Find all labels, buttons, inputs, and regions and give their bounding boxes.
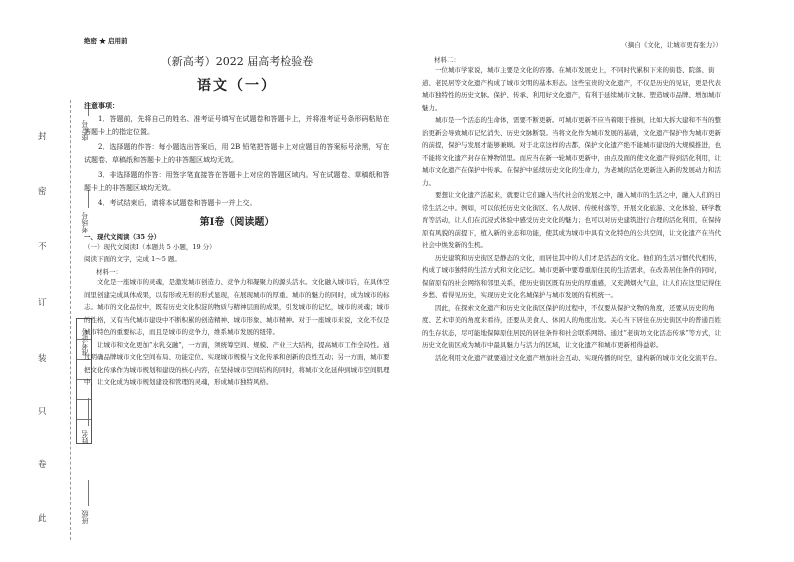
class-line bbox=[88, 480, 89, 506]
binding-word: 装 bbox=[38, 354, 47, 364]
exam-room-field: 考场号 bbox=[81, 212, 89, 233]
name-field: 姓名 bbox=[81, 430, 89, 444]
notice-item: 2．选择题的作答：每小题选出答案后，用 2B 铅笔把答题卡上对应题目的答案标号涂黑，写在试题卷、草稿纸和答题卡上的非答题区域均无效。 bbox=[84, 143, 390, 164]
notice-item: 1．答题前，先将自己的姓名、准考证号填写在试题卷和答题卡上，并将准考证号条形码粘贴在答题卡上的指定位置。 bbox=[84, 115, 390, 136]
secret-label: 绝密 ★ 启用前 bbox=[84, 37, 128, 45]
admission-number-field: 准考证号 bbox=[81, 328, 89, 356]
binding-word: 只 bbox=[38, 407, 47, 417]
material1-paragraph: 让城市和文化更加“水乳交融”，一方面，须统筹空间、规模、产业三大结构，提高城市工作全局性。通过明确品牌城市文化空间布局、功能定位、实现城市规模与文化传承和创新的良性互动；另一方面，城市要把文化传承作为城市规划和建设的核心内容，在坚持城市空间结构的同时，将城市文化延伸到城市空间肌理中，让文化成为城市规划建设和管理的灵魂，形成城市独特风格。 bbox=[84, 340, 390, 386]
exam-title: （新高考）2022 届高考检验卷 bbox=[160, 55, 314, 68]
binding-word: 密 bbox=[38, 187, 47, 197]
citation: （摘自《文化，让城市更有张力》） bbox=[621, 41, 722, 49]
material2-label: 材料二： bbox=[434, 56, 460, 64]
binding-dashed-line bbox=[70, 100, 71, 540]
class-field: 班级 bbox=[81, 510, 89, 524]
sub-title: （一）现代文阅读Ⅰ（本题共 5 小题，19 分） bbox=[84, 243, 216, 251]
material1-paragraph: 文化是一座城市的灵魂，是激发城市创造力、竞争力和凝聚力的源头活水。文化融入城市后，在具体空间里创建完成具体成果，以有形或无形的形式显现，在展现城市的厚重、城市的魅力的同时，成为城市的标志。城市的文化品位中，既有历史文化积淀的物质与精神层面的成果，引发城市的记忆，城市的灵魂；城市的性格，又有当代城市建设中不断积累的创造精神、城市形象、城市精神。对于一座城市来说，文化不仅是城市特色的重要标志，而且是城市的竞争力，维系城市发展的纽带。 bbox=[84, 278, 390, 336]
part-title: 一、现代文阅读（35 分） bbox=[84, 233, 161, 241]
notice-item: 3．非选择题的作答：用签字笔直接答在答题卡上对应的答题区域内。写在试题卷、草稿纸和答题卡上的非答题区域均无效。 bbox=[84, 171, 390, 192]
volume-title: 第Ⅰ卷（阅读题） bbox=[199, 217, 275, 228]
material2-paragraph: 一位城市学家说，城市主要是文化的容器。在城市发展史上，不同时代累积下来的街巷、院落、街道、老民居等文化遗产构成了城市文明的基本形态。这些宝贵的文化遗产，不仅是历史的见证，更是代表城市独特性的历史文脉。保护、传承、利用好文化遗产，有利于延续城市文脉、塑造城市品牌、增加城市魅力。 bbox=[422, 66, 721, 112]
name-line bbox=[88, 398, 89, 426]
binding-strip bbox=[28, 100, 88, 540]
material1-label: 材料一： bbox=[96, 268, 122, 276]
left-column bbox=[84, 36, 390, 389]
material2-paragraph: 要想让文化遗产活起来，就要让它们融入当代社会的发展之中，融入城市的生活之中，融入人们的日常生活之中。例如，可以依托历史文化街区、名人故居、传统村落等，开展文化旅游、文化体验、研学教育等活动，让人们在沉浸式体验中感受历史文化的魅力；也可以对历史建筑进行合理的活化利用，在保持原有风貌的前提下，植入新的业态和功能，使其成为城市中具有文化特色的公共空间，让文化遗产在当代社会中焕发新的生机。 bbox=[422, 191, 721, 249]
instruction: 阅读下面的文字，完成 1～5 题。 bbox=[84, 255, 181, 263]
right-column bbox=[422, 36, 722, 364]
material2-paragraph: 活化利用文化遗产就要通过文化遗产增加社会互动、实现传播的时空，建构新的城市文化交流平台。 bbox=[435, 353, 721, 362]
material2-paragraph: 因此，在探索文化遗产和历史文化街区保护的过程中，不仅要从保护文物的角度，还要从历史的角度、艺术审美的角度来看待，还要从美食人、休闲人的角度出发。关心当下居住在历史街区中的普通百姓的生存状态，尽可能地保障原住居民的居住条件和社会联系网络。通过“老街坊文化活态传承”等方式，让历史文化街区成为城市中最具魅力与活力的区域，让文化遗产和城市更新相得益彰。 bbox=[422, 303, 722, 349]
notice-heading: 注意事项： bbox=[84, 101, 119, 110]
notice-item: 4．考试结束后，请将本试题卷和答题卡一并上交。 bbox=[98, 199, 257, 207]
binding-word: 封 bbox=[38, 132, 47, 142]
binding-word: 订 bbox=[38, 298, 47, 308]
material2-paragraph: 城市是一个活态的生命体，需要不断更新。可城市更新不应当着眼于推倒，比如大拆大建和不当的整治更新会导致城市记忆消失、历史文脉断裂。当将文化作为城市发展的基础，文化遗产保护作为城市更新的前提，保护与发展才能够兼顾。对于北京这样的古都，保护文化遗产绝不能城市建设的大规模推进，也不能将文化遗产封存在博物馆里。而应当在新一轮城市更新中，由点及面的使文化遗产得到活化利用，让城市文化遗产在保护中传承。在保护中延续历史文化的生命力，为老城的活化更新注入新的发展动力和活力。 bbox=[422, 116, 721, 187]
binding-word: 卷 bbox=[38, 460, 47, 470]
seat-number-field: 座位号 bbox=[81, 120, 89, 141]
subject-title: 语文（一） bbox=[197, 78, 277, 94]
material2-paragraph: 历史建筑和历史街区是静态的文化，而居住其中的人们才是活态的文化。他们的生活习惯代代相传，构成了城市独特的生活方式和文化记忆。城市更新中要尊重原住民的生活需求，在改善居住条件的同时，保留原有的社会网络和邻里关系，使历史街区既有历史的厚重感，又充满烟火气息，让人们在这里记得住乡愁、看得见历史，实现历史文化名城保护与城市发展的有机统一。 bbox=[422, 253, 721, 299]
binding-word: 不 bbox=[38, 242, 47, 252]
binding-word: 此 bbox=[38, 514, 47, 524]
